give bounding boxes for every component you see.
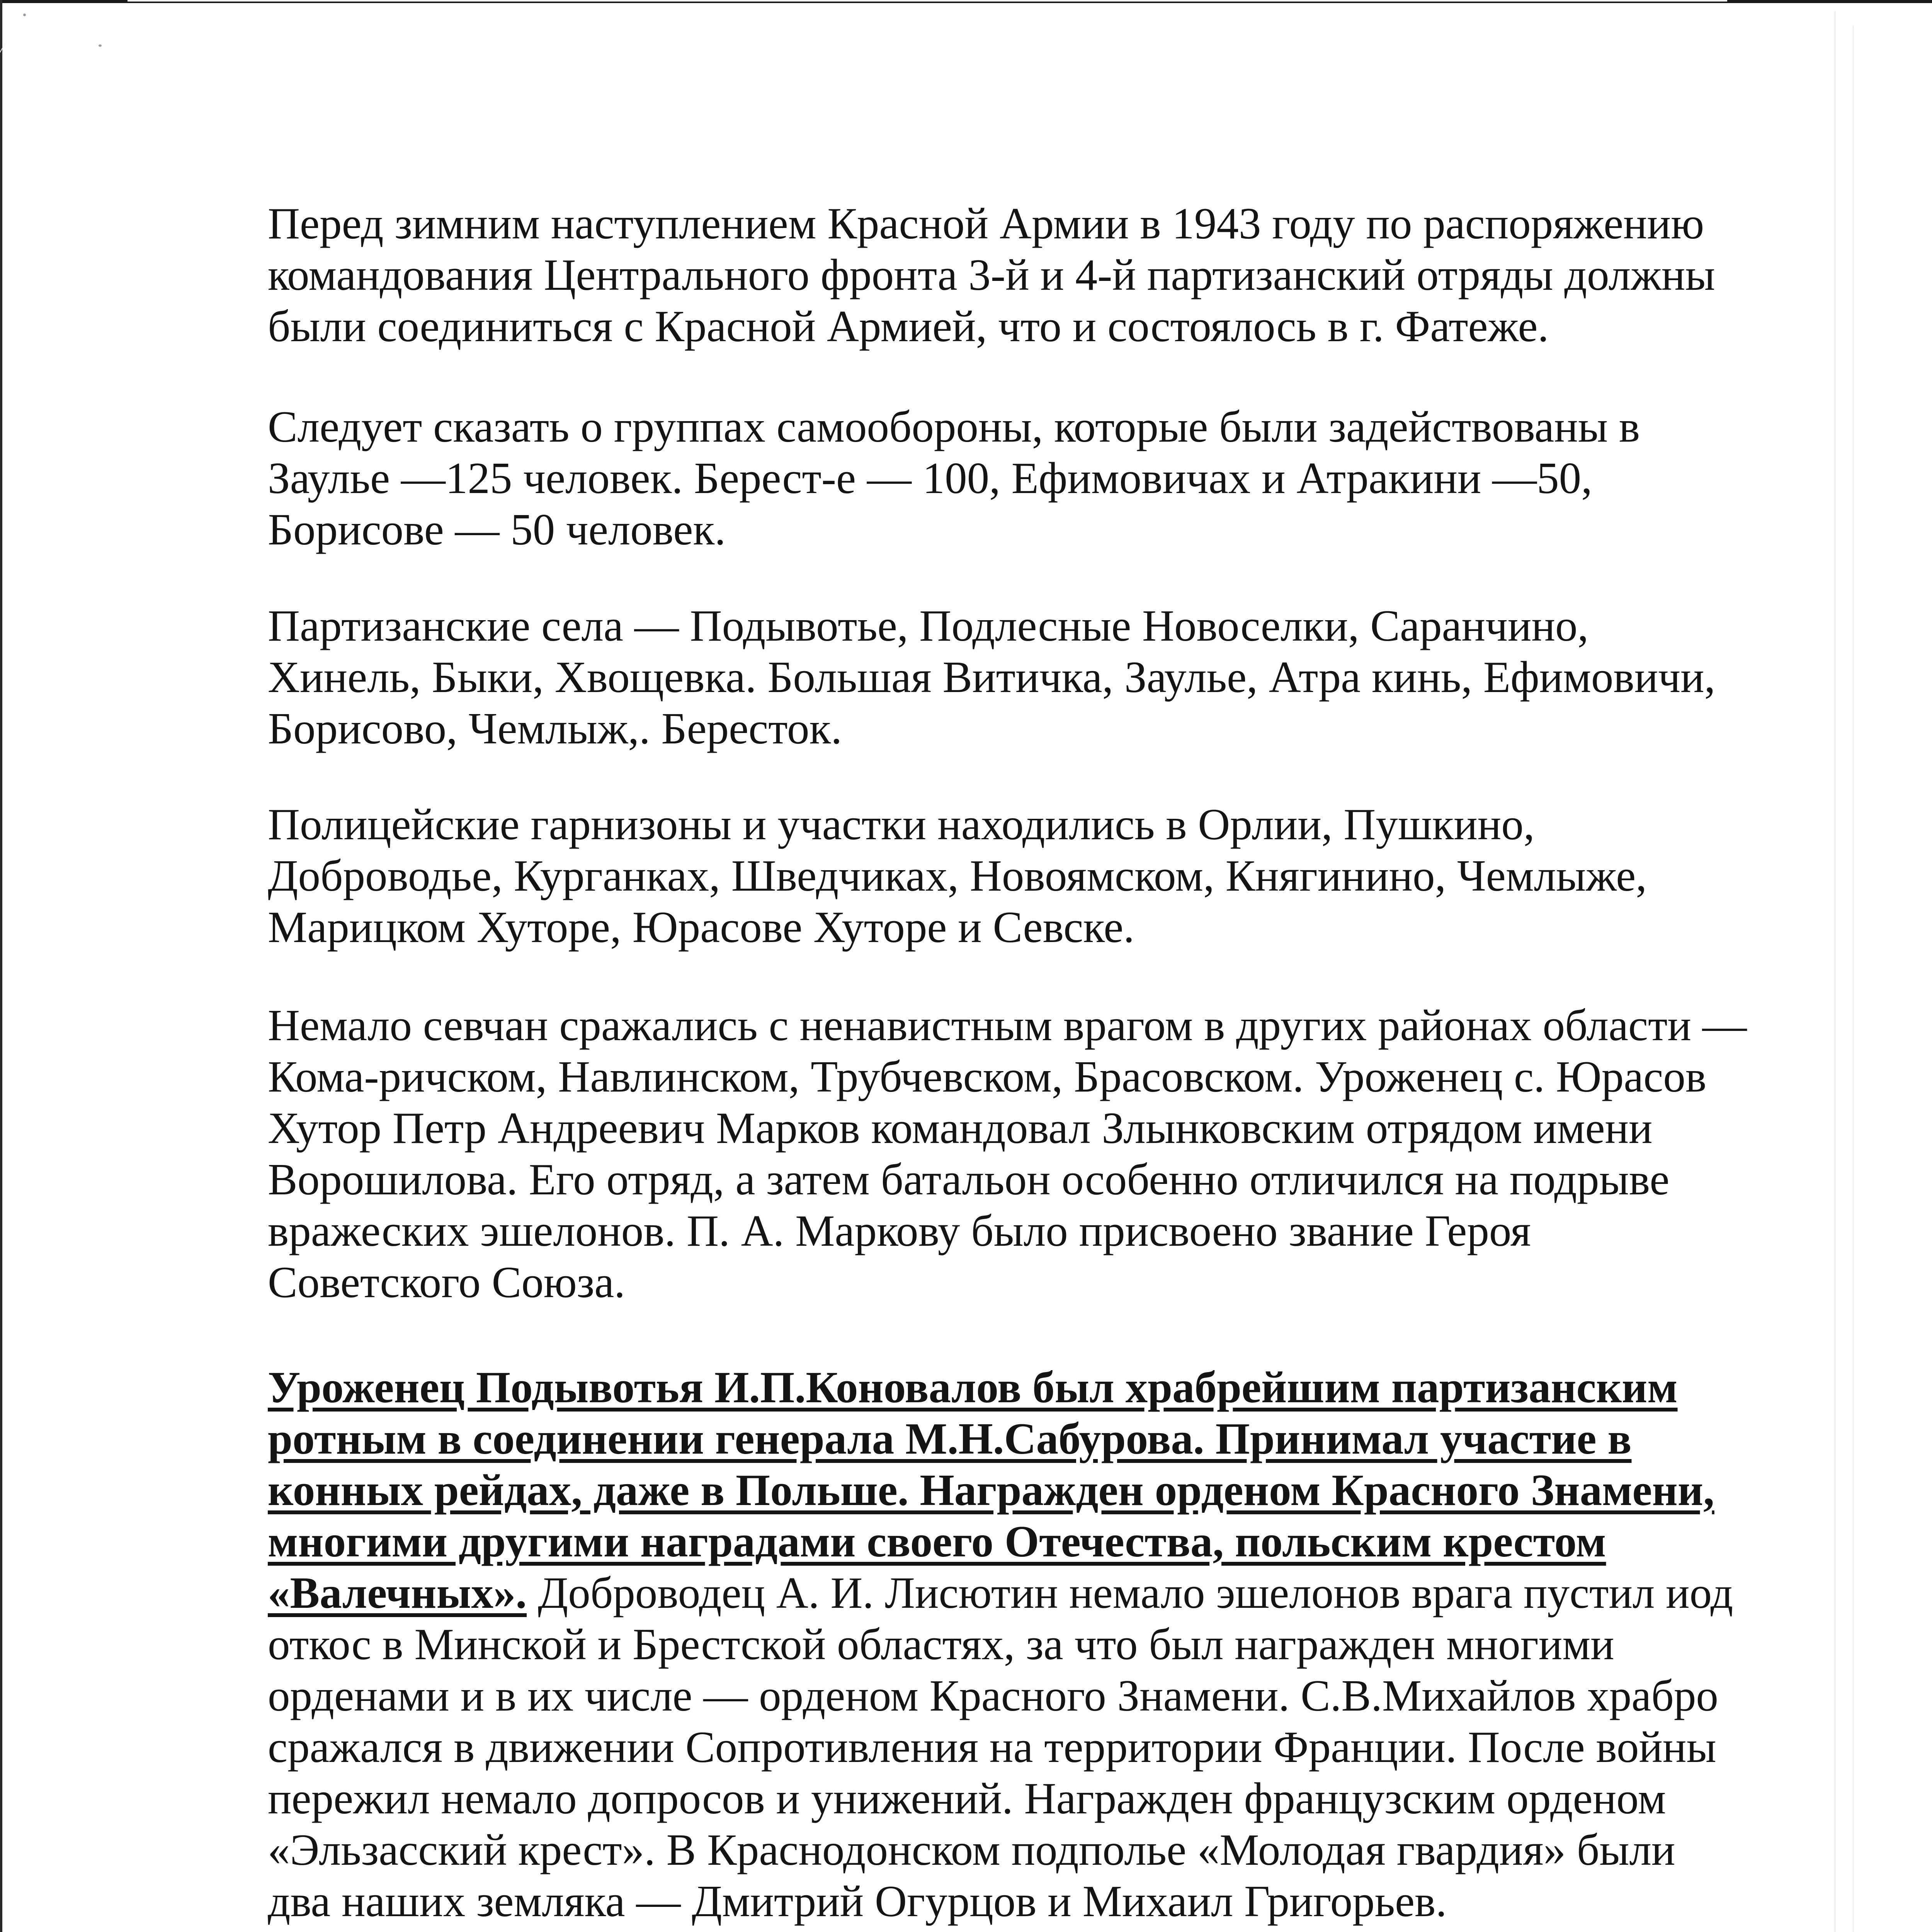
sheet-edge-right-back: [1853, 25, 1854, 1932]
text-line-bold-underlined: [268, 1413, 1798, 1464]
text-line: Следует сказать о группах самообороны, которые были задействованы в: [268, 402, 1640, 451]
text-line: были соединиться с Красной Армией, что и состоялось в г. Фатеже.: [268, 302, 1549, 351]
text-line: Кома-ричском, Навлинском, Трубчевском, Брасовском. Уроженец с. Юрасов: [268, 1052, 1707, 1101]
text-line-mixed: [268, 1567, 1798, 1619]
scan-edge-top-highlight: [128, 0, 1727, 2]
text-line: Хутор Петр Андреевич Марков командовал Злынковским отрядом имени: [268, 1104, 1653, 1153]
scan-speck: [23, 14, 26, 16]
text-line: Немало севчан сражались с ненавистным врагом в других районах области —: [268, 1001, 1747, 1050]
text-line: Заулье —125 человек. Берест-е — 100, Ефимовичах и Атракини —50,: [268, 454, 1592, 503]
text-line: два наших земляка — Дмитрий Огурцов и Михаил Григорьев.: [268, 1877, 1447, 1926]
text-line: откос в Минской и Брестской областях, за что был награжден многими: [268, 1620, 1614, 1669]
bold-underlined-text: «Валечных».: [268, 1568, 527, 1617]
text-line-bold-underlined: [268, 1362, 1798, 1413]
text-line: Марицком Хуторе, Юрасове Хуторе и Севске.: [268, 903, 1135, 952]
text-line: пережил немало допросов и унижений. Награжден французским орденом: [268, 1774, 1666, 1823]
text-line: Хинель, Быки, Хвощевка. Большая Витичка, Заулье, Атра кинь, Ефимовичи,: [268, 653, 1716, 702]
paragraph-3: [268, 600, 1798, 754]
bold-underlined-text: конных рейдах, даже в Польше. Награжден орденом Красного Знамени,: [268, 1466, 1714, 1515]
text-line: Доброводье, Курганках, Шведчиках, Новоямском, Княгинино, Чемлыже,: [268, 851, 1647, 900]
text-line: Партизанские села — Подывотье, Подлесные Новоселки, Саранчино,: [268, 601, 1589, 650]
text-line: орденами и в их числе — орденом Красного Знамени. С.В.Михайлов храбро: [268, 1671, 1718, 1720]
bold-underlined-text: Уроженец Подывотья И.П.Коновалов был храбрейшим партизанским: [268, 1363, 1678, 1412]
scan-speck: [99, 44, 102, 47]
text-line: сражался в движении Сопротивления на территории Франции. После войны: [268, 1723, 1716, 1772]
text-line: Полицейские гарнизоны и участки находились в Орлии, Пушкино,: [268, 800, 1535, 849]
text-line: Ворошилова. Его отряд, а затем батальон особенно отличился на подрыве: [268, 1155, 1670, 1204]
text-line: командования Центрального фронта 3-й и 4-й партизанский отряды должны: [268, 250, 1715, 299]
text-line: Советского Союза.: [268, 1258, 625, 1307]
paragraph-4: [268, 799, 1798, 953]
regular-text: Доброводец А. И. Лисютин немало эшелонов врага пустил иод: [527, 1568, 1733, 1617]
text-line: Борисово, Чемлыж,. Береcток.: [268, 704, 842, 753]
text-line: Борисове — 50 человек.: [268, 505, 726, 554]
scan-edge-left: [0, 0, 2, 1932]
text-line-bold-underlined: [268, 1516, 1798, 1567]
text-line: вражеских эшелонов. П. А. Маркову было присвоено звание Героя: [268, 1206, 1531, 1255]
paragraph-2: [268, 401, 1798, 555]
paragraph-1: [268, 198, 1798, 352]
bold-underlined-text: ротным в соединении генерала М.Н.Сабурова. Принимал участие в: [268, 1414, 1632, 1463]
text-line: Перед зимним наступлением Красной Армии в 1943 году по распоряжению: [268, 199, 1704, 248]
paragraph-5: [268, 1000, 1798, 1308]
paragraph-6: [268, 1362, 1798, 1927]
text-line-bold-underlined: [268, 1464, 1798, 1516]
bold-underlined-text: многими другими наградами своего Отечества, польским крестом: [268, 1517, 1606, 1566]
text-line: «Эльзасский крест». В Краснодонском подполье «Молодая гвардия» были: [268, 1825, 1675, 1874]
